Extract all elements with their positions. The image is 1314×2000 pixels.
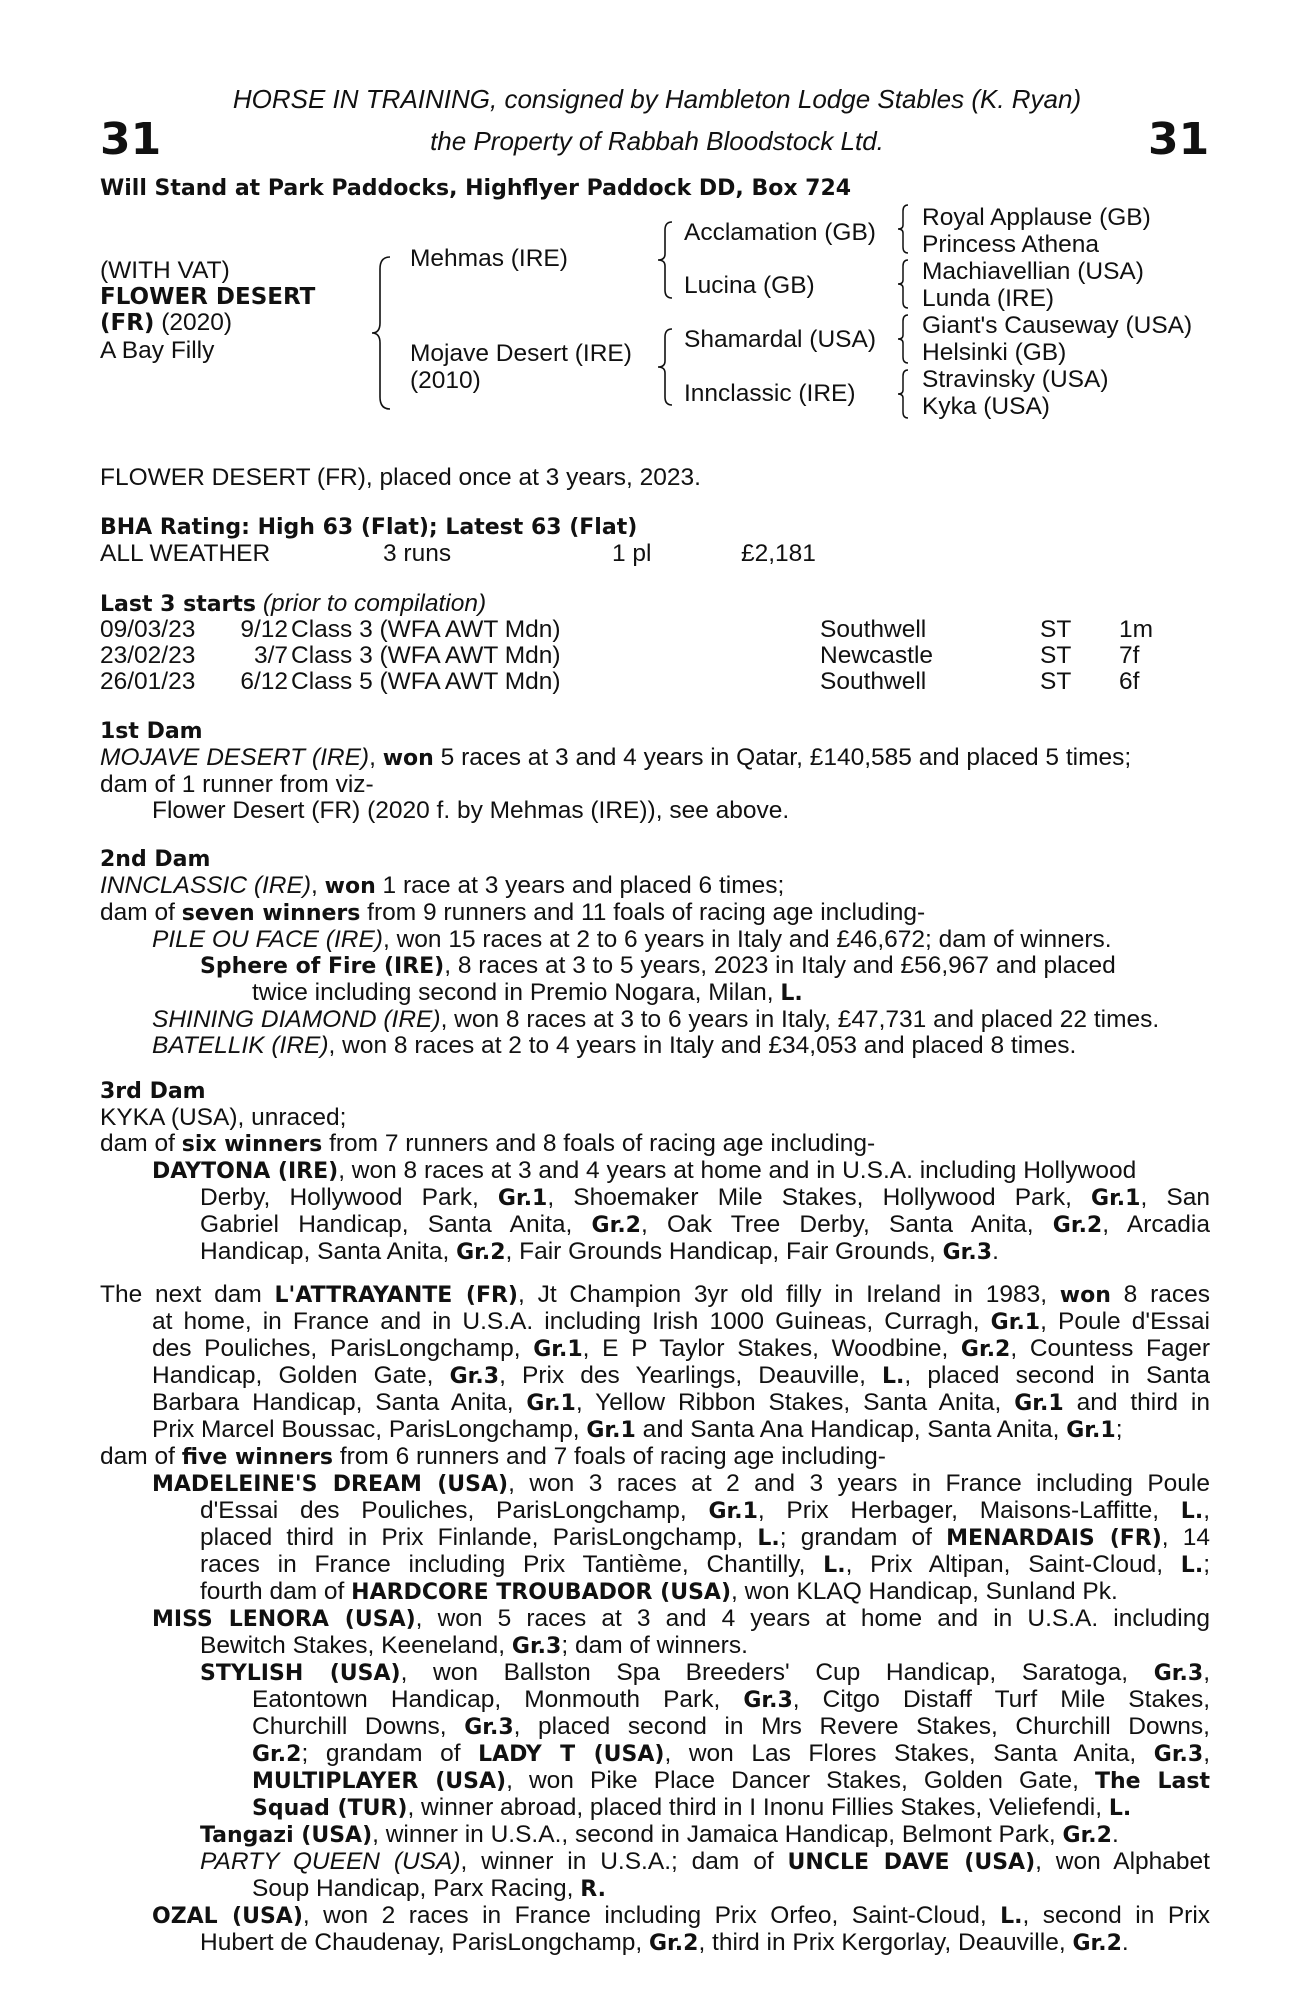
pedigree-dam-dam: Innclassic (IRE) — [684, 380, 856, 407]
grade-label: L. — [882, 1364, 905, 1389]
progeny-line: Churchill Downs, Gr.3, placed second in Mrs Revere Stakes, Churchill Downs, — [252, 1713, 1210, 1740]
dam-line: INNCLASSIC (IRE), won 1 race at 3 years and placed 6 times; — [100, 872, 785, 899]
lot-number-left: 31 — [100, 114, 162, 165]
grade-label: Gr.1 — [533, 1337, 583, 1362]
start-position: 6/12 — [240, 668, 288, 695]
pedigree-g2: Princess Athena — [922, 231, 1100, 258]
start-race: Class 3 (WFA AWT Mdn) — [291, 616, 561, 643]
pedigree-sire-sire: Acclamation (GB) — [684, 219, 876, 246]
grade-label: Gr.3 — [511, 1634, 562, 1659]
pedigree-g4: Lunda (IRE) — [922, 285, 1055, 312]
progeny-name: OZAL (USA) — [152, 1904, 303, 1929]
grade-label: Gr.2 — [1062, 1823, 1112, 1848]
pedigree-brace-main — [370, 255, 392, 411]
progeny-line: Gabriel Handicap, Santa Anita, Gr.2, Oak Tree Derby, Santa Anita, Gr.2, Arcadia — [200, 1211, 1210, 1238]
grade-label: Gr.1 — [586, 1418, 636, 1443]
dam-line: Prix Marcel Boussac, ParisLongchamp, Gr.1 and Santa Ana Handicap, Santa Anita, Gr.1; — [152, 1416, 1123, 1443]
section-title: 2nd Dam — [100, 847, 211, 872]
progeny-name: DAYTONA (IRE) — [152, 1159, 339, 1184]
progeny-name: HARDCORE TROUBADOR (USA) — [351, 1580, 732, 1605]
won-label: won — [1059, 1283, 1111, 1308]
progeny-line: Tangazi (USA), winner in U.S.A., second in Jamaica Handicap, Belmont Park, Gr.2. — [200, 1821, 1119, 1848]
start-going: ST — [1040, 642, 1072, 669]
table-row — [100, 669, 1200, 695]
grade-label: Gr.2 — [456, 1240, 506, 1265]
start-going: ST — [1040, 668, 1072, 695]
horse-year: (2020) — [154, 309, 233, 336]
rating-surface: ALL WEATHER — [100, 540, 271, 567]
grade-label: L. — [1000, 1904, 1023, 1929]
dam-line: Handicap, Golden Gate, Gr.3, Prix des Yearlings, Deauville, L., placed second in Santa — [152, 1362, 1211, 1389]
pedigree-sire-dam: Lucina (GB) — [684, 272, 815, 299]
progeny-name: BATELLIK (IRE) — [152, 1032, 329, 1059]
start-date: 23/02/23 — [100, 642, 196, 669]
dam-text: 1 race at 3 years and placed 6 times; — [375, 872, 785, 899]
progeny-line — [100, 980, 1210, 1007]
progeny-line: OZAL (USA), won 2 races in France including Prix Orfeo, Saint-Cloud, L., second in Prix — [152, 1902, 1211, 1929]
grade-label: Gr.2 — [591, 1213, 641, 1238]
progeny-name: The Last — [1095, 1769, 1211, 1794]
progeny-line: MULTIPLAYER (USA), won Pike Place Dancer Stakes, Golden Gate, The Last — [252, 1767, 1211, 1794]
progeny-line: Bewitch Stakes, Keeneland, Gr.3; dam of winners. — [200, 1632, 748, 1659]
won-label: won — [382, 746, 434, 771]
last-starts-note: (prior to compilation) — [256, 590, 487, 617]
dam-line: MOJAVE DESERT (IRE), won 5 races at 3 and 4 years in Qatar, £140,585 and placed 5 times; — [100, 744, 1132, 771]
consignor-line: HORSE IN TRAINING, consigned by Hambleton Lodge Stables (K. Ryan) — [232, 84, 1082, 114]
start-distance: 6f — [1119, 668, 1140, 695]
progeny-line: races in France including Prix Tantième, Chantilly, L., Prix Altipan, Saint-Cloud, L.; — [200, 1551, 1210, 1578]
progeny-line: Derby, Hollywood Park, Gr.1, Shoemaker Mile Stakes, Hollywood Park, Gr.1, San — [200, 1184, 1210, 1211]
grade-label: Gr.3 — [942, 1240, 993, 1265]
vat-label: (WITH VAT) — [100, 257, 230, 284]
pedigree-dam: Mojave Desert (IRE) — [410, 340, 632, 367]
progeny-name: PILE OU FACE (IRE) — [152, 926, 383, 953]
start-course: Newcastle — [820, 642, 934, 669]
grade-label: L. — [780, 981, 803, 1006]
grade-label: R. — [580, 1877, 606, 1902]
start-distance: 7f — [1119, 642, 1140, 669]
pedigree-g7: Stravinsky (USA) — [922, 366, 1109, 393]
pedigree-g5: Giant's Causeway (USA) — [922, 312, 1193, 339]
progeny-name: MADELEINE'S DREAM (USA) — [152, 1472, 509, 1497]
rating-placed: 1 pl — [612, 540, 652, 567]
next-dam-section — [100, 1282, 1210, 1957]
last-starts-title: Last 3 starts — [100, 592, 257, 617]
progeny-line: Soup Handicap, Parx Racing, R. — [252, 1875, 606, 1902]
grade-label: L. — [1180, 1553, 1204, 1578]
dam-line — [100, 900, 1210, 927]
grade-label: Gr.1 — [526, 1391, 576, 1416]
horse-name: FLOWER DESERT — [100, 284, 316, 310]
grade-label: Gr.1 — [1091, 1186, 1141, 1211]
winners-count: seven winners — [181, 901, 361, 926]
start-course: Southwell — [820, 668, 927, 695]
grade-label: Gr.1 — [497, 1186, 548, 1211]
progeny-line: PARTY QUEEN (USA), winner in U.S.A.; dam of UNCLE DAVE (USA), won Alphabet — [200, 1848, 1210, 1875]
dam-name: MOJAVE DESERT (IRE) — [100, 744, 370, 771]
progeny-line: Hubert de Chaudenay, ParisLongchamp, Gr.2, third in Prix Kergorlay, Deauville, Gr.2. — [200, 1929, 1129, 1956]
progeny-line — [100, 927, 1210, 953]
grade-label: Gr.2 — [1072, 1931, 1122, 1956]
grade-label: L. — [1180, 1499, 1204, 1524]
bha-rating-title: BHA Rating: High 63 (Flat); Latest 63 (Flat) — [100, 515, 638, 540]
grade-label: Gr.3 — [464, 1715, 514, 1740]
grade-label: Gr.1 — [1066, 1418, 1116, 1443]
progeny-name: STYLISH (USA) — [200, 1661, 401, 1686]
start-position: 3/7 — [253, 642, 288, 669]
first-dam-section — [100, 719, 1210, 824]
progeny-line: MADELEINE'S DREAM (USA), won 3 races at 2 and 3 years in France including Poule — [152, 1470, 1210, 1497]
grade-label: Gr.3 — [743, 1688, 793, 1713]
progeny-line — [100, 953, 1210, 980]
race-summary: FLOWER DESERT (FR), placed once at 3 years, 2023. — [100, 464, 701, 491]
progeny-line — [100, 1033, 1210, 1059]
grade-label: Gr.3 — [449, 1364, 500, 1389]
last-starts-heading — [100, 591, 486, 618]
progeny-line: Eatontown Handicap, Monmouth Park, Gr.3, Citgo Distaff Turf Mile Stakes, — [252, 1686, 1211, 1713]
grade-label: Gr.1 — [990, 1310, 1041, 1335]
progeny-line: placed third in Prix Finlande, ParisLongchamp, L.; grandam of MENARDAIS (FR), 14 — [200, 1524, 1210, 1551]
pedigree-brace-g3 — [896, 313, 910, 365]
grade-label: L. — [1108, 1796, 1132, 1821]
pedigree-dam-year: (2010) — [410, 367, 481, 394]
second-dam-section — [100, 847, 1210, 1059]
start-distance: 1m — [1119, 616, 1154, 643]
progeny-line: STYLISH (USA), won Ballston Spa Breeders' Cup Handicap, Saratoga, Gr.3, — [200, 1659, 1210, 1686]
dam-line: des Pouliches, ParisLongchamp, Gr.1, E P Taylor Stakes, Woodbine, Gr.2, Countess Fager — [152, 1335, 1210, 1362]
start-race: Class 5 (WFA AWT Mdn) — [291, 668, 561, 695]
dam-text: from 7 runners and 8 foals of racing age including- — [322, 1130, 876, 1157]
progeny-name: LADY T (USA) — [478, 1742, 665, 1767]
horse-country: (FR) — [100, 310, 155, 336]
pedigree-g1: Royal Applause (GB) — [922, 204, 1151, 231]
progeny-line: fourth dam of HARDCORE TROUBADOR (USA), won KLAQ Handicap, Sunland Pk. — [200, 1578, 1118, 1605]
progeny-text: , won 8 races at 2 to 4 years in Italy and £34,053 and placed 8 times. — [328, 1032, 1077, 1059]
dam-line: The next dam L'ATTRAYANTE (FR), Jt Champion 3yr old filly in Ireland in 1983, won 8 races — [100, 1281, 1210, 1308]
grade-label: Gr.2 — [1052, 1213, 1103, 1238]
grade-label: Gr.3 — [1153, 1661, 1204, 1686]
progeny-line — [100, 1158, 1210, 1185]
progeny-name: MISS LENORA (USA) — [152, 1607, 416, 1632]
grade-label: Gr.3 — [1153, 1742, 1204, 1767]
pedigree-brace-g4 — [896, 368, 910, 420]
progeny-line: d'Essai des Pouliches, ParisLongchamp, Gr.1, Prix Herbager, Maisons-Laffitte, L., — [200, 1497, 1210, 1524]
pedigree-brace-dam — [656, 327, 674, 407]
pedigree-g6: Helsinki (GB) — [922, 339, 1067, 366]
progeny-line: Handicap, Santa Anita, Gr.2, Fair Grounds Handicap, Fair Grounds, Gr.3. — [200, 1238, 999, 1265]
progeny-line: Squad (TUR), winner abroad, placed third in I Inonu Fillies Stakes, Veliefendi, L. — [252, 1794, 1132, 1821]
grade-label: Gr.2 — [649, 1931, 699, 1956]
dam-name: INNCLASSIC (IRE) — [100, 872, 312, 899]
grade-label: Gr.2 — [960, 1337, 1011, 1362]
pedigree-g8: Kyka (USA) — [922, 393, 1050, 420]
section-title: 3rd Dam — [100, 1079, 206, 1104]
horse-country-year — [100, 310, 232, 336]
progeny-line: Flower Desert (FR) (2020 f. by Mehmas (IRE)), see above. — [152, 797, 790, 824]
dam-text: 5 races at 3 and 4 years in Qatar, £140,585 and placed 5 times; — [433, 744, 1132, 771]
progeny-name: Sphere of Fire (IRE) — [200, 954, 445, 979]
stabling-line: Will Stand at Park Paddocks, Highflyer Paddock DD, Box 724 — [100, 176, 852, 201]
progeny-text: , won 15 races at 2 to 6 years in Italy and £46,672; dam of winners. — [382, 926, 1112, 953]
dam-line: dam of five winners from 6 runners and 7 foals of racing age including- — [100, 1443, 886, 1470]
progeny-text: , won 8 races at 3 and 4 years at home and in U.S.A. including Hollywood — [338, 1157, 1137, 1184]
rating-runs: 3 runs — [383, 540, 452, 567]
progeny-name: PARTY QUEEN (USA) — [200, 1848, 461, 1875]
lot-number-right: 31 — [1148, 114, 1210, 165]
start-course: Southwell — [820, 616, 927, 643]
progeny-name: MENARDAIS (FR) — [946, 1526, 1162, 1551]
dam-line: Barbara Handicap, Santa Anita, Gr.1, Yellow Ribbon Stakes, Santa Anita, Gr.1 and third in — [152, 1389, 1210, 1416]
grade-label: Gr.1 — [708, 1499, 758, 1524]
progeny-name: Squad (TUR) — [252, 1796, 408, 1821]
starts-table — [100, 617, 1200, 695]
grade-label: L. — [823, 1553, 846, 1578]
start-position: 9/12 — [240, 616, 288, 643]
progeny-text: twice including second in Premio Nogara, Milan, — [252, 979, 781, 1006]
pedigree-sire: Mehmas (IRE) — [410, 245, 568, 272]
progeny-text: , 8 races at 3 to 5 years, 2023 in Italy and £56,967 and placed — [444, 952, 1116, 979]
pedigree-g3: Machiavellian (USA) — [922, 258, 1144, 285]
grade-label: Gr.2 — [252, 1742, 302, 1767]
progeny-line: Gr.2; grandam of LADY T (USA), won Las Flores Stakes, Santa Anita, Gr.3, — [252, 1740, 1211, 1767]
dam-line: at home, in France and in U.S.A. including Irish 1000 Guineas, Curragh, Gr.1, Poule d'Essai — [152, 1308, 1210, 1335]
progeny-name: Tangazi (USA) — [200, 1823, 373, 1848]
dam-name: L'ATTRAYANTE (FR) — [274, 1283, 518, 1308]
start-date: 26/01/23 — [100, 668, 196, 695]
start-race: Class 3 (WFA AWT Mdn) — [291, 642, 561, 669]
winners-count: six winners — [181, 1132, 323, 1157]
property-line: the Property of Rabbah Bloodstock Ltd. — [430, 126, 884, 156]
pedigree-dam-sire: Shamardal (USA) — [684, 326, 876, 353]
dam-line: dam of 1 runner from viz- — [100, 771, 374, 798]
third-dam-section — [100, 1079, 1210, 1266]
progeny-line: MISS LENORA (USA), won 5 races at 3 and 4 years at home and in U.S.A. including — [152, 1605, 1210, 1632]
pedigree-brace-sire — [656, 220, 674, 300]
pedigree-brace-g1 — [896, 203, 910, 255]
horse-description: A Bay Filly — [100, 337, 215, 364]
progeny-line — [100, 1007, 1210, 1033]
progeny-name: MULTIPLAYER (USA) — [252, 1769, 507, 1794]
table-row — [100, 643, 1200, 669]
dam-text: from 9 runners and 11 foals of racing age including- — [360, 899, 926, 926]
winners-count: five winners — [181, 1445, 334, 1470]
dam-line: KYKA (USA), unraced; — [100, 1104, 347, 1131]
rating-earnings: £2,181 — [741, 540, 816, 567]
dam-of-label: dam of — [100, 1130, 182, 1157]
table-row — [100, 617, 1200, 643]
section-title: 1st Dam — [100, 719, 203, 744]
grade-label: Gr.1 — [1014, 1391, 1064, 1416]
won-label: won — [324, 874, 376, 899]
grade-label: L. — [757, 1526, 780, 1551]
progeny-text: , won 8 races at 3 to 6 years in Italy, £47,731 and placed 22 times. — [440, 1006, 1160, 1033]
start-going: ST — [1040, 616, 1072, 643]
progeny-name: SHINING DIAMOND (IRE) — [152, 1006, 441, 1033]
dam-line — [100, 1131, 1210, 1158]
start-date: 09/03/23 — [100, 616, 196, 643]
pedigree-brace-g2 — [896, 258, 910, 310]
progeny-name: UNCLE DAVE (USA) — [787, 1850, 1036, 1875]
dam-of-label: dam of — [100, 899, 182, 926]
